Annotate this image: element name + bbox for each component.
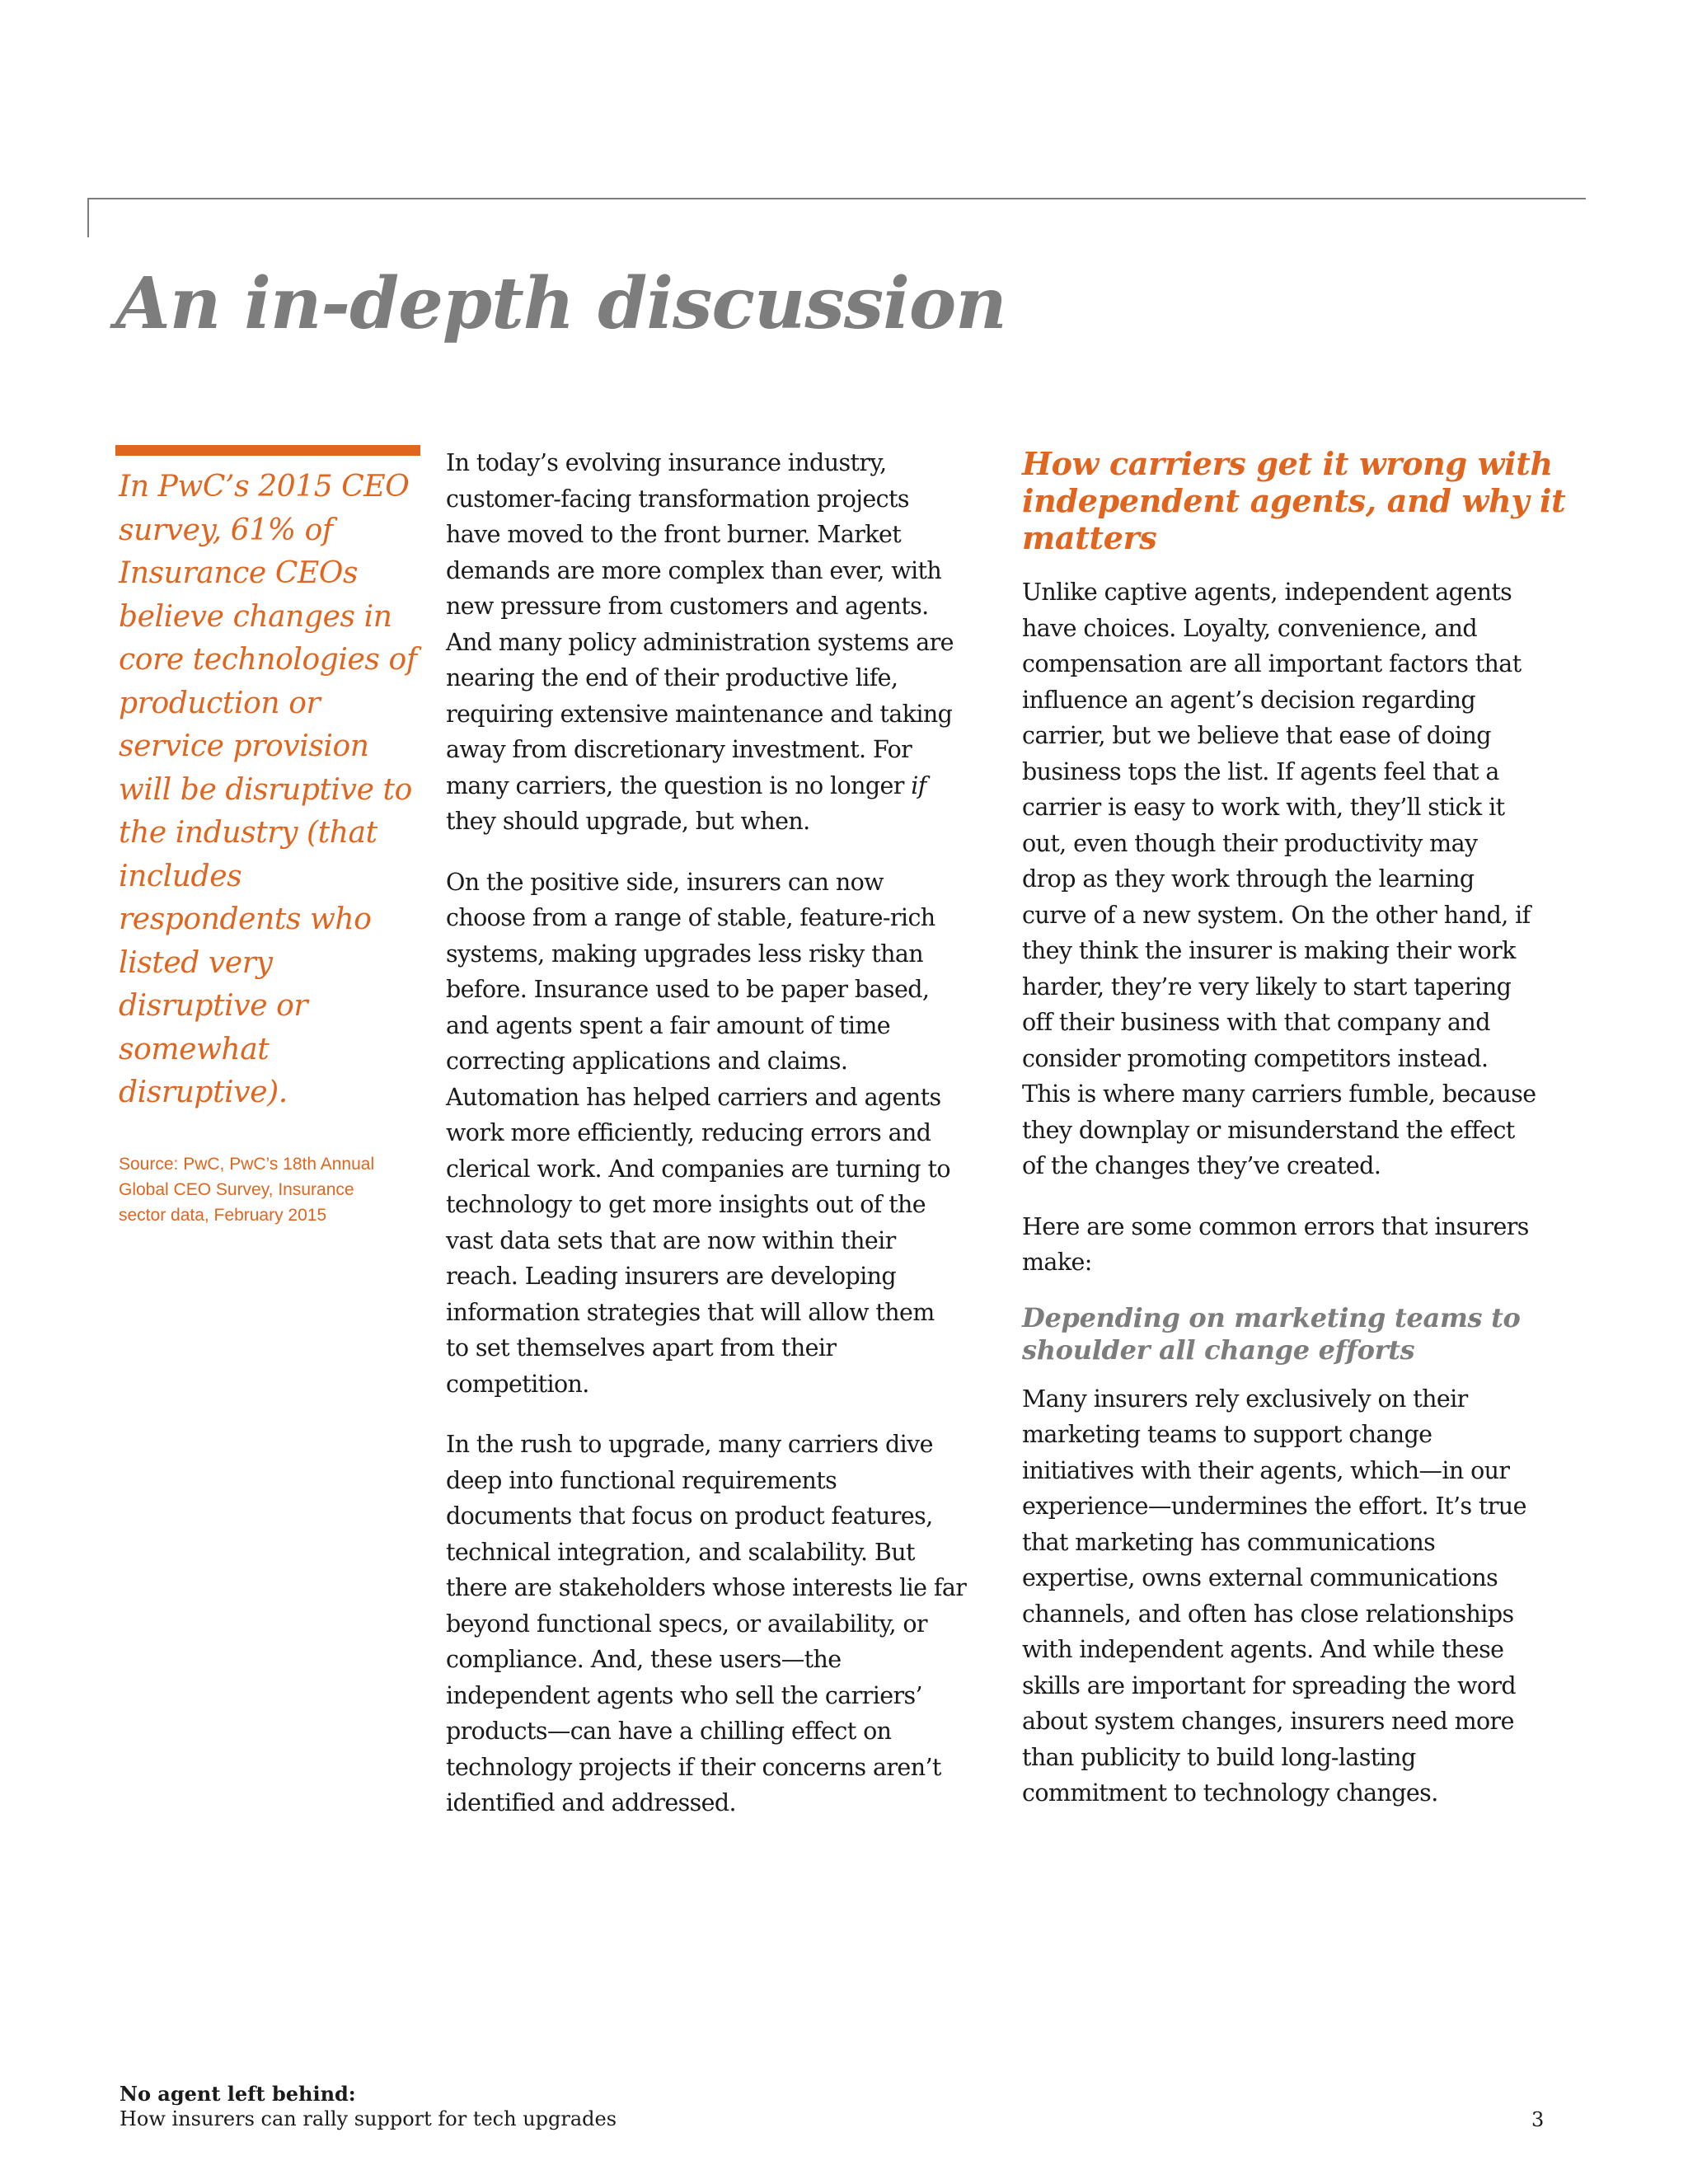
header-rule-corner bbox=[87, 198, 89, 237]
body-paragraph: In the rush to upgrade, many carriers dive deep into functional requirements documents that focus on product features, technical integration, and scalability. But there are stakeholders whose interests lie far beyond functional specs, or availability, or compliance. And, these users—the independent agents who sell the carriers’ products—can have a chilling effect on technology projects if their concerns aren’t identified and addressed. bbox=[446, 1431, 967, 1816]
body-paragraph: Here are some common errors that insurers make: bbox=[1022, 1212, 1529, 1276]
sidebar-accent-rule bbox=[115, 445, 420, 456]
header-rule bbox=[87, 198, 1586, 199]
sub-heading: Depending on marketing teams to shoulder all change efforts bbox=[1022, 1301, 1521, 1366]
pull-quote: In PwC’s 2015 CEO survey, 61% of Insurance CEOs believe changes in core technologies of production or service provision will be disruptive to the industry (that includes respondents who listed very disruptive or somewhat disruptive). bbox=[119, 470, 417, 1109]
body-text: In today’s evolving insurance industry, customer-facing transformation projects have moved to the front burner. Market demands are more complex than ever, with new pressure from customers and agents. And many policy administration systems are nearing the end of their productive life, requiring extensive maintenance and taking away from discretionary investment. For many carriers, the question is no longer bbox=[446, 449, 954, 799]
footer-subtitle: How insurers can rally support for tech upgrades bbox=[120, 2107, 617, 2130]
right-column bbox=[1022, 445, 1582, 1811]
section-heading: How carriers get it wrong with independent agents, and why it matters bbox=[1022, 445, 1566, 556]
body-paragraph: On the positive side, insurers can now choose from a range of stable, feature-rich systems, making upgrades less risky than before. Insurance used to be paper based, and agents spent a fair amount of time correcting applications and claims. Automation has helped carriers and agents work more efficiently, reducing errors and clerical work. And companies are turning to technology to get more insights out of the vast data sets that are now within their reach. Leading insurers are developing information strategies that will allow them to set themselves apart from their competition. bbox=[446, 868, 950, 1398]
source-note: Source: PwC, PwC’s 18th Annual Global CEO Survey, Insurance sector data, February 2015 bbox=[119, 1154, 375, 1225]
sidebar bbox=[115, 445, 420, 1228]
footer bbox=[120, 2082, 617, 2131]
page-title: An in-depth discussion bbox=[115, 262, 1006, 345]
body-text: they should upgrade, but when. bbox=[446, 808, 810, 835]
body-paragraph bbox=[446, 445, 1006, 840]
middle-column bbox=[446, 445, 1006, 1821]
footer-title: No agent left behind: bbox=[120, 2082, 356, 2106]
page-number: 3 bbox=[1531, 2108, 1545, 2131]
body-paragraph: Many insurers rely exclusively on their marketing teams to support change initiatives with their agents, which—in our experience—undermines the effort. It’s true that marketing has communications expertise, owns external communications channels, and often has close relationships with independent agents. And while these skills are important for spreading the word about system changes, insurers need more than publicity to build long-lasting commitment to technology changes. bbox=[1022, 1385, 1526, 1807]
body-paragraph: Unlike captive agents, independent agents have choices. Loyalty, convenience, and compensation are all important factors that influence an agent’s decision regarding carrier, but we believe that ease of doing business tops the list. If agents feel that a carrier is easy to work with, they’ll stick it out, even though their productivity may drop as they work through the learning curve of a new system. On the other hand, if they think the insurer is making their work harder, they’re very likely to start tapering off their business with that company and consider promoting competitors instead. This is where many carriers fumble, because they downplay or misunderstand the effect of the changes they’ve created. bbox=[1022, 579, 1536, 1179]
emphasis-text: if bbox=[911, 771, 926, 799]
